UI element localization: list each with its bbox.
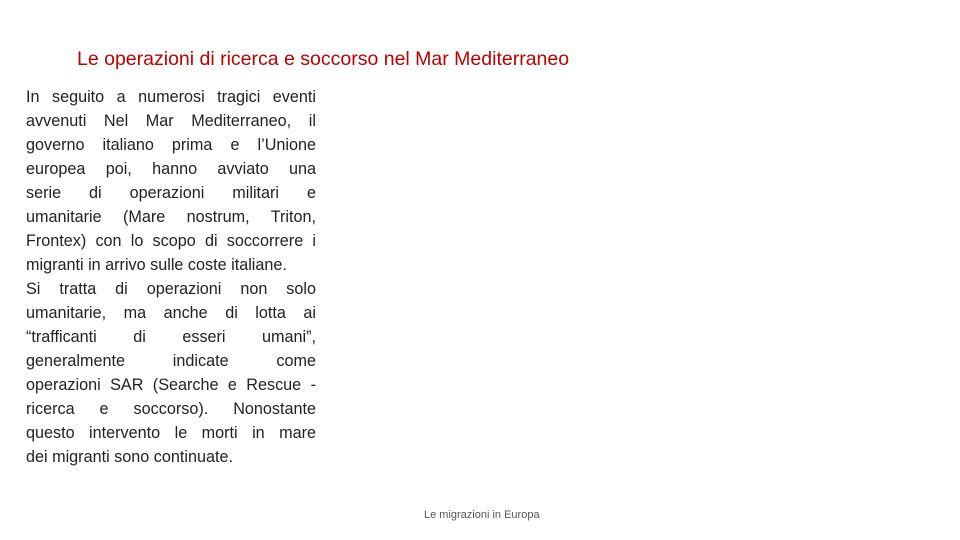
body-line: generalmente indicate come	[26, 352, 316, 370]
slide-body-text	[26, 85, 316, 469]
body-line: europea poi, hanno avviato una	[26, 160, 316, 178]
body-line: migranti in arrivo sulle coste italiane.	[26, 256, 287, 274]
body-line: serie di operazioni militari e	[26, 184, 316, 202]
body-line: Frontex) con lo scopo di soccorrere i	[26, 232, 316, 250]
body-line: operazioni SAR (Searche e Rescue -	[26, 376, 316, 394]
body-line: avvenuti Nel Mar Mediterraneo, il	[26, 112, 316, 130]
body-line: umanitarie, ma anche di lotta ai	[26, 304, 316, 322]
body-line: In seguito a numerosi tragici eventi	[26, 88, 316, 106]
body-line: governo italiano prima e l’Unione	[26, 136, 316, 154]
slide-footer: Le migrazioni in Europa	[424, 509, 540, 521]
body-line: umanitarie (Mare nostrum, Triton,	[26, 208, 316, 226]
body-line: Si tratta di operazioni non solo	[26, 280, 316, 298]
body-line: dei migranti sono continuate.	[26, 448, 233, 466]
body-line: ricerca e soccorso). Nonostante	[26, 400, 316, 418]
body-line: “trafficanti di esseri umani”,	[26, 328, 316, 346]
body-line: questo intervento le morti in mare	[26, 424, 316, 442]
slide-title: Le operazioni di ricerca e soccorso nel Mar Mediterraneo	[77, 48, 570, 70]
